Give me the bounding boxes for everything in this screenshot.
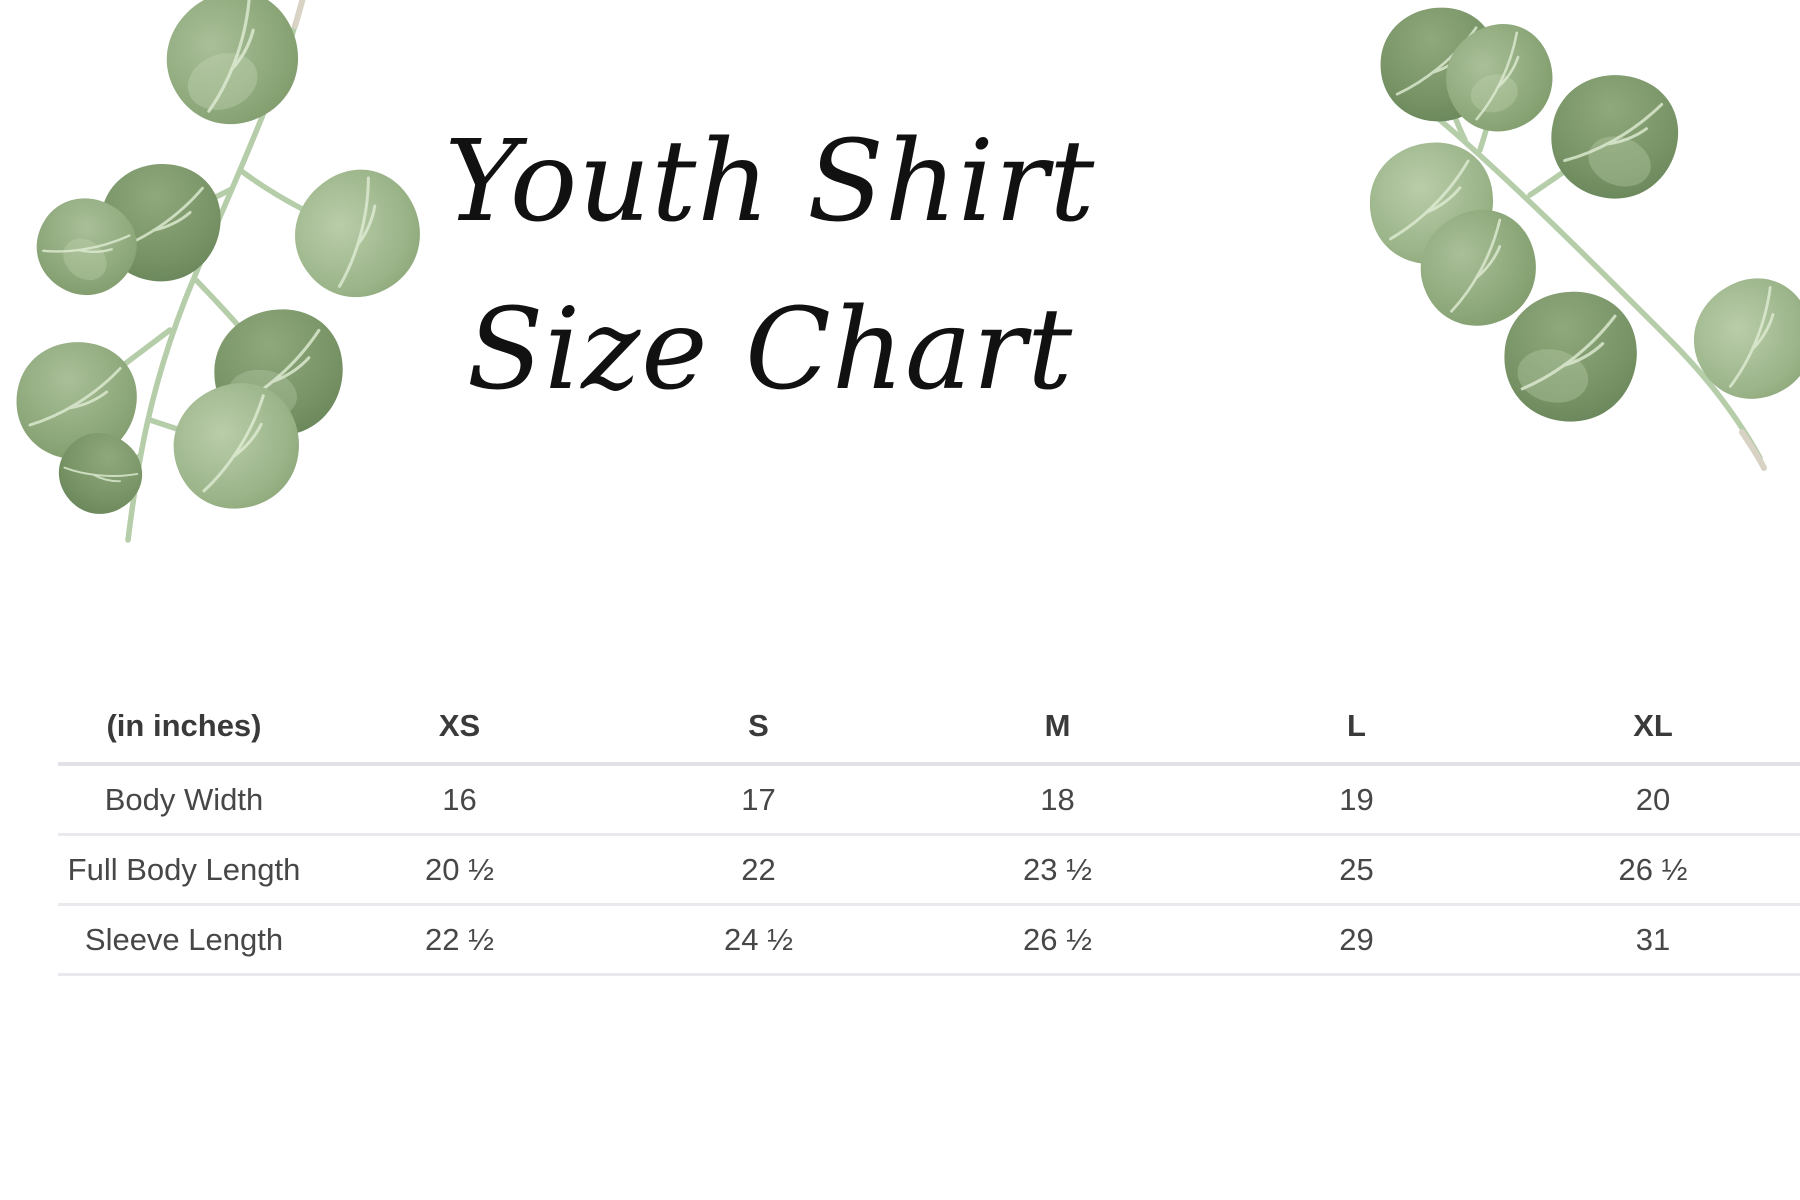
- table-row-body-width: [58, 764, 1800, 835]
- eucalyptus-branch-right-icon: [1370, 0, 1800, 485]
- cell-value: 20: [1506, 764, 1800, 835]
- row-label: Body Width: [58, 764, 310, 835]
- cell-value: 20 ½: [310, 835, 609, 905]
- column-header-s: S: [609, 690, 908, 764]
- cell-value: 22 ½: [310, 905, 609, 975]
- cell-value: 17: [609, 764, 908, 835]
- table-row-full-body-length: [58, 835, 1800, 905]
- cell-value: 26 ½: [908, 905, 1207, 975]
- size-chart-table: [58, 690, 1800, 976]
- page-title: [445, 98, 1096, 434]
- table-header-row: [58, 690, 1800, 764]
- column-header-l: L: [1207, 690, 1506, 764]
- cell-value: 26 ½: [1506, 835, 1800, 905]
- row-label: Sleeve Length: [58, 905, 310, 975]
- unit-label: (in inches): [58, 690, 310, 764]
- column-header-m: M: [908, 690, 1207, 764]
- cell-value: 22: [609, 835, 908, 905]
- cell-value: 16: [310, 764, 609, 835]
- table-row-sleeve-length: [58, 905, 1800, 975]
- cell-value: 31: [1506, 905, 1800, 975]
- row-label: Full Body Length: [58, 835, 310, 905]
- cell-value: 18: [908, 764, 1207, 835]
- title-line-2: Size Chart: [466, 285, 1074, 415]
- cell-value: 19: [1207, 764, 1506, 835]
- cell-value: 29: [1207, 905, 1506, 975]
- column-header-xl: XL: [1506, 690, 1800, 764]
- cell-value: 23 ½: [908, 835, 1207, 905]
- cell-value: 25: [1207, 835, 1506, 905]
- cell-value: 24 ½: [609, 905, 908, 975]
- title-line-1: Youth Shirt: [444, 117, 1096, 247]
- eucalyptus-branch-left-icon: [0, 0, 430, 575]
- column-header-xs: XS: [310, 690, 609, 764]
